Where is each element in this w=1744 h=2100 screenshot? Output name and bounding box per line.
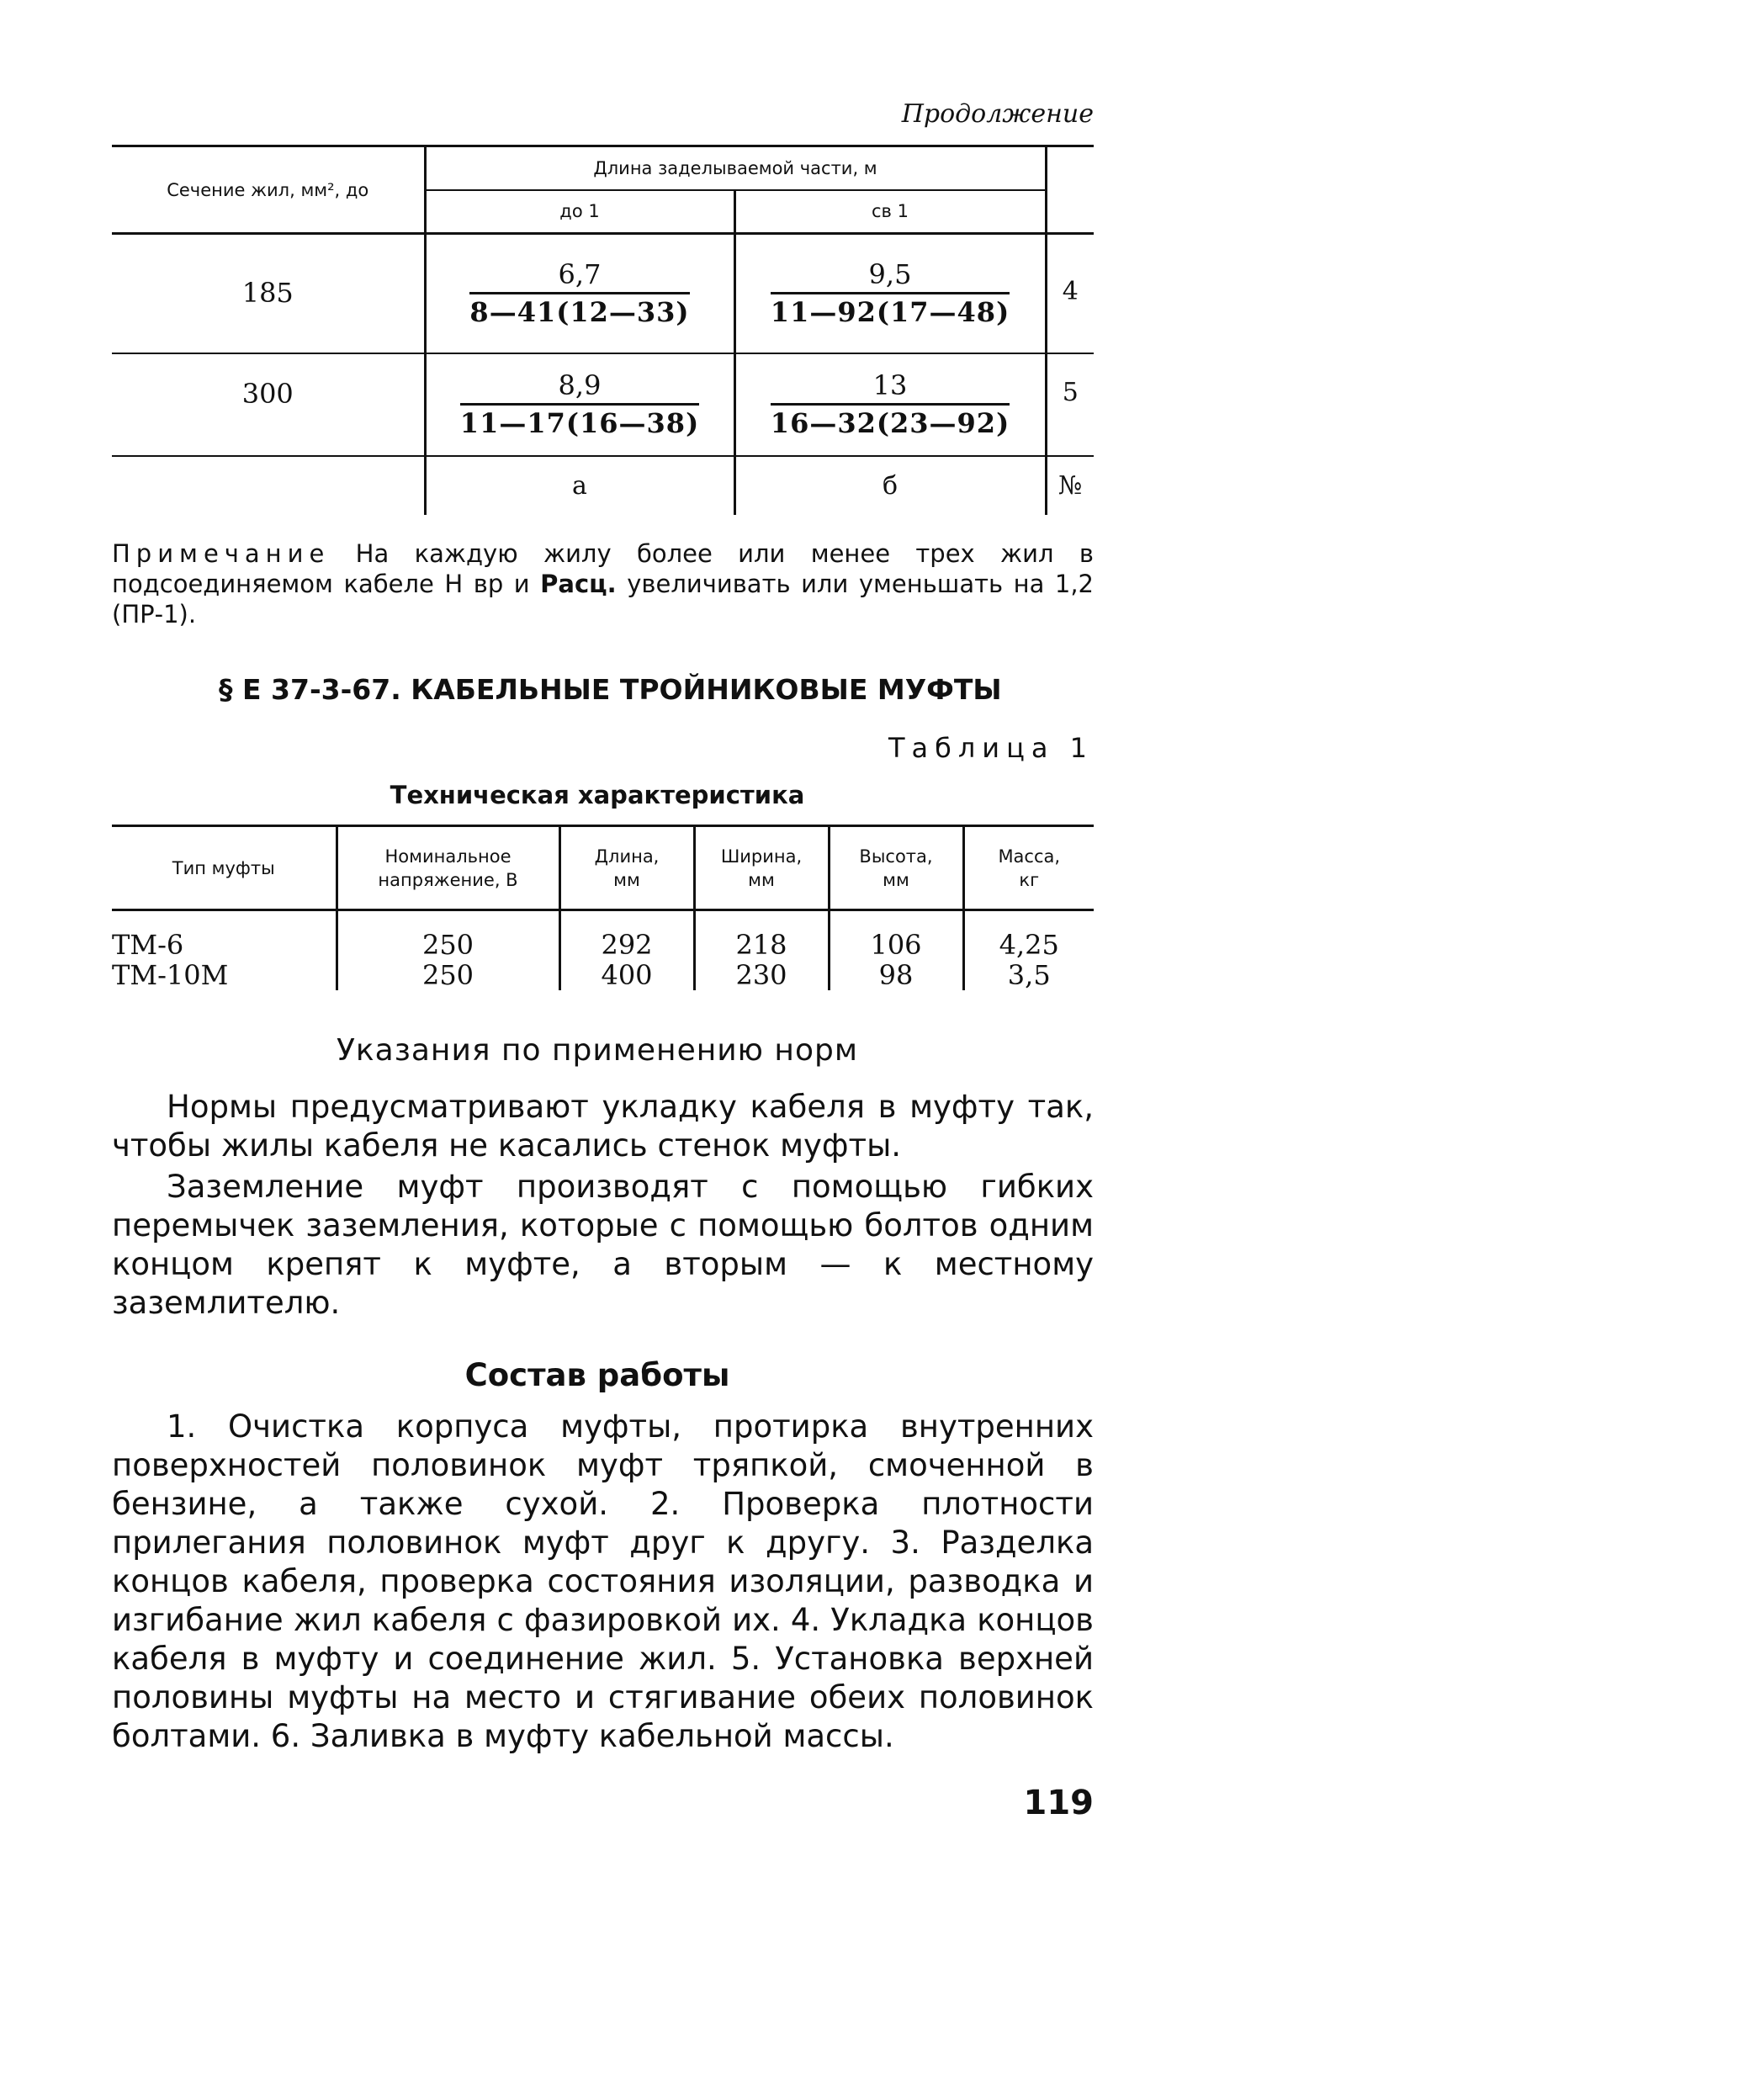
section-value: 185 [112,234,425,353]
fraction: $\frac{8,9}{11—17(16—38)}$ [459,369,700,439]
header-over-1: св 1 [734,190,1046,234]
fraction: $\frac{13}{16—32(23—92)}$ [770,369,1010,439]
fraction-cell [425,353,734,456]
note-text: На каждую жилу более или менее трех жил в подсоединяемом кабеле Н вр и [112,539,1094,598]
table-row [112,910,1094,961]
cell-voltage: 250 [337,960,559,990]
cell-mass: 4,25 [999,929,1059,961]
row-number: 4 [1046,234,1094,353]
footer-no: № [1058,470,1083,501]
cell-length: 292 [559,910,694,961]
header-type: Тип муфты [112,826,337,910]
table-row [112,353,1094,456]
table-footer-row [112,456,1094,515]
cell-mass: 3,5 [1007,959,1051,991]
cell-length: 400 [559,960,694,990]
fraction-cell [734,353,1046,456]
header-height: Высота, мм [829,826,963,910]
continuation-label: Продолжение [901,99,1094,129]
header-length: Длина заделываемой части, м [425,146,1046,190]
cell-type: ТМ-6 [112,910,337,961]
footer-b: б [734,456,1046,515]
fraction-cell [734,234,1046,353]
fraction: $\frac{9,5}{11—92(17—48)}$ [770,258,1010,329]
fraction-cell [425,234,734,353]
guidance-heading: Указания по применению норм [336,1033,858,1068]
section-title: § Е 37-3-67. КАБЕЛЬНЫЕ ТРОЙНИКОВЫЕ МУФТЫ [219,673,1002,706]
header-up-to-1: до 1 [425,190,734,234]
table-number: Таблица 1 [888,732,1094,764]
header-width: Ширина, мм [694,826,829,910]
header-blank [1046,146,1094,234]
section-value: 300 [112,353,425,456]
cell-height: 106 [829,910,963,961]
cell-height: 98 [829,960,963,990]
header-length: Длина, мм [559,826,694,910]
table-row [112,234,1094,353]
footer-blank [112,456,425,515]
embedding-length-table [112,145,1094,515]
work-heading: Состав работы [464,1357,730,1393]
table-note [112,538,1094,629]
footer-a: а [425,456,734,515]
table-row [112,960,1094,990]
note-tail: увеличивать или уменьшать на 1,2 (ПР-1). [112,570,1095,628]
note-bold: Расц. [540,570,617,598]
cell-type: ТМ-10М [112,960,337,990]
tech-spec-table [112,825,1094,990]
fraction: $\frac{6,7}{8—41(12—33)}$ [469,258,690,329]
row-number: 5 [1046,353,1094,456]
header-mass: Масса, кг [963,826,1094,910]
cell-width: 230 [694,960,829,990]
cell-width: 218 [694,910,829,961]
header-section: Сечение жил, мм², до [112,146,425,234]
table-title: Техническая характеристика [390,781,805,809]
paragraph-grounding: Заземление муфт производят с помощью гибких перемычек заземления, которые с помощью болтов одним концом крепят к муфте, а вторым — к местному заземлителю. [112,1169,1094,1321]
paragraph-work: 1. Очистка корпуса муфты, протирка внутренних поверхностей половинок муфт тряпкой, смоченной в бензине, а также сухой. 2. Проверка плотности прилегания половинок муфт друг к другу. 3. Разделка концов кабеля, проверка состояния изоляции, разводка и изгибание жил кабеля с фазировкой их. 4. Укладка концов кабеля в муфту и соединение жил. 5. Установка верхней половины муфты на место и стягивание обеих половинок болтами. 6. Заливка в муфту кабельной массы. [112,1408,1094,1754]
paragraph-norms: Нормы предусматривают укладку кабеля в муфту так, чтобы жилы кабеля не касались стенок муфты. [112,1089,1094,1164]
page-number: 119 [1023,1784,1094,1822]
header-voltage: Номинальное напряжение, В [337,826,559,910]
note-lead: Примечание [112,539,331,568]
cell-voltage: 250 [337,910,559,961]
